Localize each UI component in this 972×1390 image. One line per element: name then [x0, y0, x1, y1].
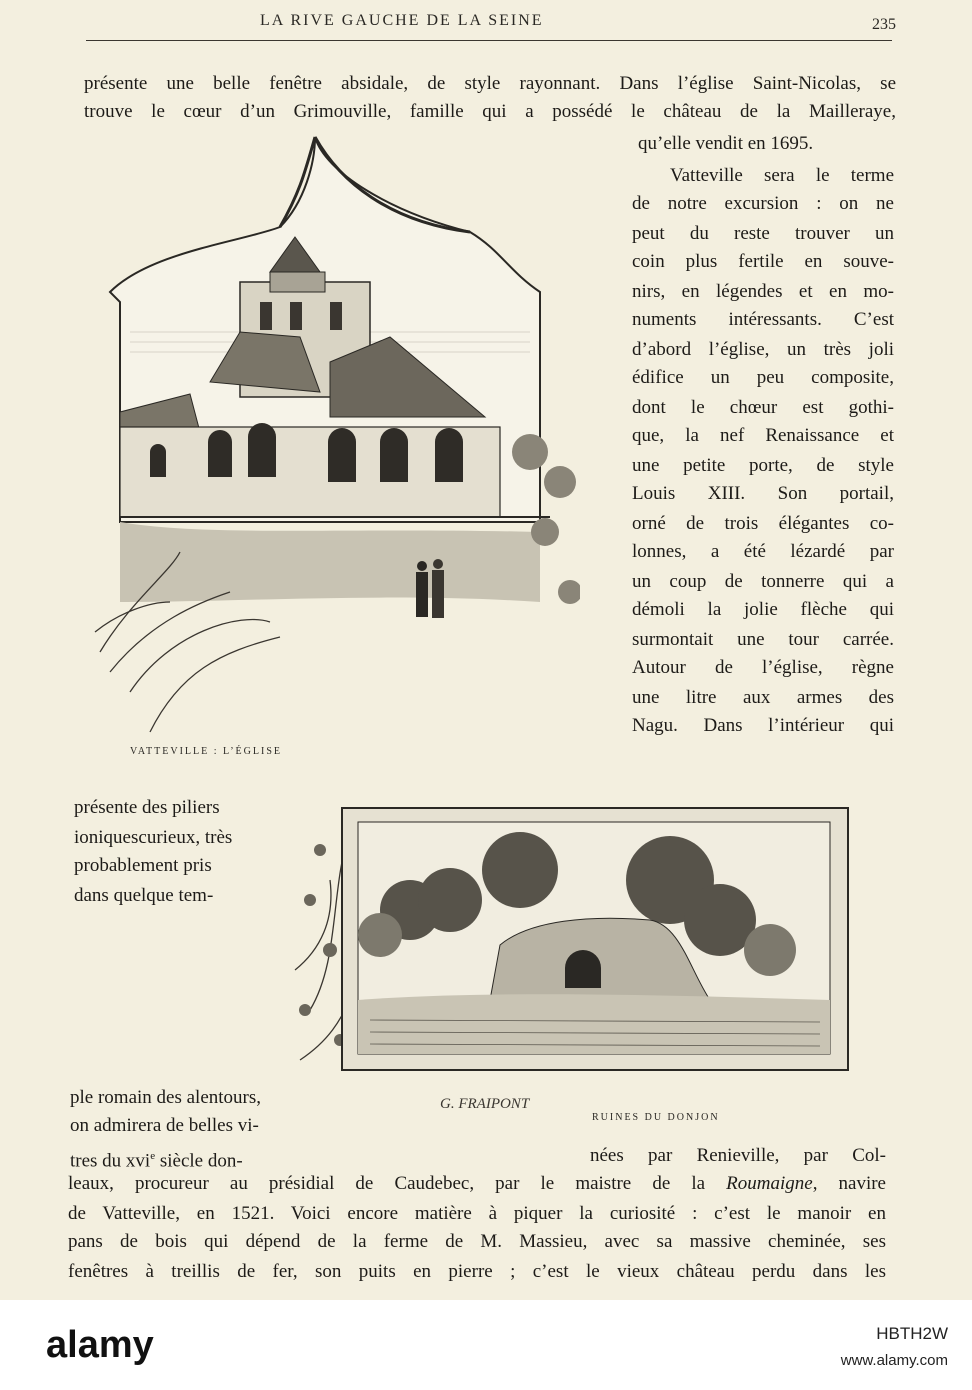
- body-line: leaux, procureur au présidial de Caudebec, par le maistre de la Roumaigne, navire: [68, 1173, 886, 1194]
- body-line: de Vatteville, en 1521. Voici encore matière à piquer la curiosité : c’est le manoir en: [68, 1203, 886, 1224]
- church-illustration: [90, 132, 580, 752]
- body-line: édifice un peu composite,: [632, 367, 894, 388]
- watermark-image-id: HBTH2W: [876, 1324, 948, 1343]
- body-line: fenêtres à treillis de fer, son puits en pierre ; c’est le vieux château perdu dans les: [68, 1261, 886, 1282]
- body-line: Autour de l’église, règne: [632, 657, 894, 678]
- body-line: que, la nef Renaissance et: [632, 425, 894, 446]
- body-line: ioniquescurieux, très: [74, 827, 233, 848]
- body-line: nées par Renieville, par Col-: [590, 1145, 886, 1166]
- church-caption: VATTEVILLE : L’ÉGLISE: [130, 746, 282, 757]
- body-line: Louis XIII. Son portail,: [632, 483, 894, 504]
- body-line: trouve le cœur d’un Grimouville, famille qui a possédé le château de la Mailleraye,: [84, 101, 896, 122]
- body-line: lonnes, a été lézardé par: [632, 541, 894, 562]
- body-line: un coup de tonnerre qui a: [632, 571, 894, 592]
- body-line: une litre aux armes des: [632, 687, 894, 708]
- body-line: pans de bois qui dépend de la ferme de M. Massieu, avec sa massive cheminée, ses: [68, 1231, 886, 1252]
- artist-signature: G. FRAIPONT: [440, 1096, 530, 1112]
- body-line: dans quelque tem-: [74, 885, 214, 906]
- body-line: démoli la jolie flèche qui: [632, 599, 894, 620]
- body-line: orné de trois élégantes co-: [632, 513, 894, 534]
- body-line: on admirera de belles vi-: [70, 1115, 259, 1136]
- body-line: surmontait une tour carrée.: [632, 629, 894, 650]
- watermark-logo: alamy: [46, 1324, 154, 1366]
- running-head: LA RIVE GAUCHE DE LA SEINE: [260, 12, 544, 29]
- body-line: nirs, en légendes et en mo-: [632, 281, 894, 302]
- body-line: coin plus fertile en souve-: [632, 251, 894, 272]
- body-line: Nagu. Dans l’intérieur qui: [632, 715, 894, 736]
- header-rule: [86, 40, 892, 41]
- watermark-url: www.alamy.com: [840, 1352, 948, 1369]
- body-line: Vatteville sera le terme: [670, 165, 894, 186]
- body-line: présente des piliers: [74, 797, 220, 818]
- watermark-bar: [0, 1300, 972, 1390]
- body-line: numents intéressants. C’est: [632, 309, 894, 330]
- body-line: dont le chœur est gothi-: [632, 397, 894, 418]
- body-line: de notre excursion : on ne: [632, 193, 894, 214]
- page-number: 235: [872, 16, 896, 33]
- body-line: présente une belle fenêtre absidale, de style rayonnant. Dans l’église Saint-Nicolas, se: [84, 73, 896, 94]
- body-line: d’abord l’église, un très joli: [632, 339, 894, 360]
- ruins-illustration: [290, 770, 850, 1100]
- body-line: tres du xvi$^e$ siècle don-: [70, 1150, 243, 1172]
- body-line: probablement pris: [74, 855, 212, 876]
- body-line: ple romain des alentours,: [70, 1087, 262, 1108]
- body-line: peut du reste trouver un: [632, 223, 894, 244]
- ruins-caption: RUINES DU DONJON: [592, 1112, 720, 1123]
- body-line: qu’elle vendit en 1695.: [638, 133, 814, 154]
- body-line: une petite porte, de style: [632, 455, 894, 476]
